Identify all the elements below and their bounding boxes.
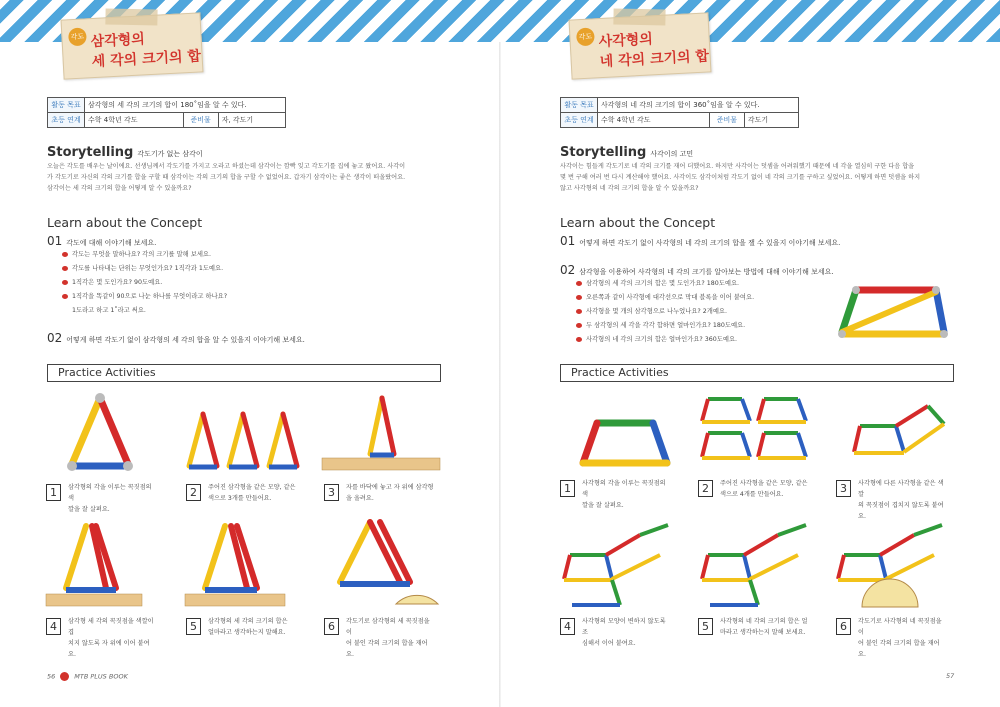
lesson-title-tag xyxy=(61,12,204,79)
practice-heading: Practice Activities xyxy=(47,364,441,382)
link-label: 초등 연계 xyxy=(561,113,598,128)
question-text: 각도에 대해 이야기해 보세요. xyxy=(66,239,157,247)
triangles-joined-on-ruler-illustration xyxy=(46,518,142,608)
storytelling-subtitle: 사각이의 고민 xyxy=(650,150,694,158)
step-number: 1 xyxy=(46,484,61,501)
question-1-bullets xyxy=(62,248,227,318)
quadrilateral-model-illustration xyxy=(575,415,675,471)
bullet-item xyxy=(576,319,754,333)
story-line: 사각이는 힘들게 각도기로 네 각의 크기를 재어 더했어요. 하지만 사각이는 덧셈을 어려워했기 때문에 네 각을 열심히 구한 다음 합을 xyxy=(560,163,915,170)
learn-heading: Learn about the Concept xyxy=(47,215,203,230)
question-2-bullets xyxy=(576,277,754,347)
storytelling-title: Storytelling xyxy=(47,145,134,160)
step-number: 4 xyxy=(560,618,575,635)
tape-decoration xyxy=(613,9,665,26)
question-2 xyxy=(560,263,834,277)
bullet-icon xyxy=(62,280,68,285)
step-description xyxy=(720,478,808,500)
step-text-line: 어 붙인 각의 크기의 합을 재어요. xyxy=(346,640,428,658)
link-label: 초등 연계 xyxy=(48,113,85,128)
four-quadrilaterals-illustration xyxy=(700,395,810,465)
bullet-text: 두 삼각형의 세 각을 각각 합하면 얼마인가요? 180도예요. xyxy=(586,322,746,329)
step-text-line: 의 꼭짓점이 겹치지 않도록 붙여요. xyxy=(858,502,944,520)
step-number: 6 xyxy=(324,618,339,635)
step-description xyxy=(858,616,946,660)
practice-heading: Practice Activities xyxy=(560,364,954,382)
step-number: 5 xyxy=(698,618,713,635)
step-number: 6 xyxy=(836,618,851,635)
bullet-item xyxy=(576,305,754,319)
step-text-line: 사각형의 각을 이루는 꼭짓점의 색 xyxy=(582,480,666,498)
bullet-text: 삼각형의 세 각의 크기의 합은 몇 도인가요? 180도예요. xyxy=(586,280,740,287)
bullet-text: 오른쪽과 같이 사각형에 대각선으로 막대 블록을 이어 붙여요. xyxy=(586,294,755,301)
bullet-item xyxy=(62,248,227,262)
tessellated-quadrilaterals-illustration xyxy=(698,515,812,610)
goal-label: 활동 목표 xyxy=(561,98,598,113)
step-description xyxy=(68,616,156,660)
bullet-text: 각도는 무엇을 말하나요? 각의 크기를 말해 보세요. xyxy=(72,251,212,258)
step-text-line: 어 붙인 각의 크기의 합을 재어요. xyxy=(858,640,940,658)
materials-value: 각도기 xyxy=(744,113,798,128)
triangle-on-ruler-illustration xyxy=(322,392,440,474)
materials-label: 준비물 xyxy=(183,113,218,128)
triangles-with-protractor-illustration xyxy=(330,512,442,608)
tessellated-quadrilaterals-illustration xyxy=(560,515,674,610)
tape-decoration xyxy=(105,9,157,26)
bullet-icon xyxy=(576,295,582,300)
lesson-title-line2: 세 각의 크기의 합 xyxy=(91,48,202,71)
bullet-item xyxy=(576,333,754,347)
goal-value: 사각형의 네 각의 크기의 합이 360˚임을 알 수 있다. xyxy=(598,98,799,113)
step-text-line: 각도기로 사각형의 네 꼭짓점을 이 xyxy=(858,618,942,636)
storytelling-heading xyxy=(560,145,693,160)
step-text-line: 을 올려요. xyxy=(346,495,374,502)
question-1 xyxy=(560,234,840,248)
step-text-line: 색으로 3개를 만들어요. xyxy=(208,495,272,502)
learn-heading: Learn about the Concept xyxy=(560,215,716,230)
step-text-line: 깔을 잘 살펴요. xyxy=(68,506,110,513)
storytelling-heading xyxy=(47,145,203,160)
materials-label: 준비물 xyxy=(709,113,744,128)
storytelling-body xyxy=(560,161,955,194)
question-number: 01 xyxy=(560,234,576,248)
question-1 xyxy=(47,234,156,248)
step-text-line: 마라고 생각하는지 말해 보세요. xyxy=(720,629,806,636)
category-badge: 각도 xyxy=(68,27,87,46)
bullet-text: 각도를 나타내는 단위는 무엇인가요? 1직각과 1도예요. xyxy=(72,265,224,272)
bullet-text: 사각형의 네 각의 크기의 합은 얼마인가요? 360도예요. xyxy=(586,336,738,343)
brand-logo-icon xyxy=(60,672,69,681)
step-number: 2 xyxy=(698,480,713,497)
storytelling-body xyxy=(47,161,442,194)
bullet-answer xyxy=(62,304,227,318)
step-text-line: 사각형에 다른 사각형을 같은 색깔 xyxy=(858,480,944,498)
step-number: 3 xyxy=(836,480,851,497)
lesson-title-line1: 삼각형의 xyxy=(90,31,146,51)
step-description xyxy=(346,616,434,660)
step-text-line: 삼각형 세 각의 꼭짓점을 색깔이 겹 xyxy=(68,618,154,636)
bullet-item xyxy=(576,277,754,291)
page-number: 56 xyxy=(47,672,56,681)
book-title: MTB PLUS BOOK xyxy=(74,672,128,681)
story-line: 않고 사각형의 네 각의 크기의 합을 알 수 있을까요? xyxy=(560,185,699,192)
storytelling-subtitle: 각도기가 없는 삼각이 xyxy=(137,150,203,158)
step-text-line: 주어진 삼각형을 같은 모양, 같은 xyxy=(208,484,296,491)
bullet-icon xyxy=(576,337,582,342)
bullet-icon xyxy=(62,294,68,299)
step-text-line: 치지 않도록 자 위에 이어 붙여요. xyxy=(68,640,150,658)
step-description xyxy=(582,478,670,511)
bullet-icon xyxy=(576,309,582,314)
step-number: 1 xyxy=(560,480,575,497)
step-number: 3 xyxy=(324,484,339,501)
step-text-line: 삼각형의 각을 이루는 꼭짓점의 색 xyxy=(68,484,152,502)
lesson-title-tag xyxy=(569,12,712,79)
bullet-item xyxy=(62,262,227,276)
step-text-line: 색으로 4개를 만들어요. xyxy=(720,491,784,498)
step-description xyxy=(858,478,946,522)
page-footer xyxy=(47,672,128,681)
lesson-title-line1: 사각형의 xyxy=(598,31,654,51)
step-description xyxy=(68,482,156,515)
quadrilaterals-with-protractor-illustration xyxy=(834,515,948,610)
goal-table xyxy=(560,97,799,128)
step-description xyxy=(208,616,296,638)
step-number: 2 xyxy=(186,484,201,501)
step-text-line: 주어진 사각형을 같은 모양, 같은 xyxy=(720,480,808,487)
goal-label: 활동 목표 xyxy=(48,98,85,113)
step-text-line: 얼마라고 생각하는지 말해요. xyxy=(208,629,286,636)
bullet-item xyxy=(62,290,227,304)
step-description xyxy=(346,482,434,504)
bullet-text: 1직각을 똑같이 90으로 나눈 하나를 무엇이라고 하나요? xyxy=(72,293,228,300)
question-number: 02 xyxy=(560,263,576,277)
bullet-text: 사각형을 몇 개의 삼각형으로 나누었나요? 2개예요. xyxy=(586,308,728,315)
step-text-line: 각도기로 삼각형의 세 꼭짓점을 이 xyxy=(346,618,430,636)
bullet-icon xyxy=(62,266,68,271)
page-number: 57 xyxy=(946,672,955,680)
quadrilateral-diagonal-illustration xyxy=(836,282,948,342)
question-text: 어떻게 하면 각도기 없이 삼각형의 세 각의 합을 알 수 있을지 이야기해 보세요. xyxy=(66,336,305,344)
bullet-item xyxy=(62,276,227,290)
bullet-text: 1직각은 몇 도인가요? 90도예요. xyxy=(72,279,163,286)
question-2 xyxy=(47,331,305,345)
step-description xyxy=(582,616,670,649)
step-text-line: 자를 바닥에 놓고 자 위에 삼각형 xyxy=(346,484,434,491)
step-text-line: 사각형의 네 각의 크기의 합은 얼 xyxy=(720,618,808,625)
bullet-icon xyxy=(576,281,582,286)
materials-value: 자, 각도기 xyxy=(218,113,285,128)
right-page xyxy=(500,0,1000,707)
goal-table xyxy=(47,97,286,128)
question-number: 01 xyxy=(47,234,63,248)
link-value: 수학 4학년 각도 xyxy=(598,113,710,128)
page-footer xyxy=(946,672,954,680)
bullet-icon xyxy=(576,323,582,328)
lesson-title-line2: 네 각의 크기의 합 xyxy=(599,48,710,71)
story-line: 삼각이는 세 각의 크기의 합을 어떻게 알 수 있을까요? xyxy=(47,185,192,192)
step-number: 4 xyxy=(46,618,61,635)
step-text-line: 삼각형의 세 각의 크기의 합은 xyxy=(208,618,288,625)
story-line: 가 각도기로 자신의 각의 크기를 합을 구할 때 삼각이는 각의 크기의 합을 구할 수 없었어요. 갑자기 삼각이는 좋은 생각이 떠올랐어요. xyxy=(47,174,406,181)
link-value: 수학 4학년 각도 xyxy=(85,113,184,128)
story-line: 오늘은 각도를 배우는 날이에요. 선생님께서 각도기를 가지고 오라고 하셨는데 삼각이는 깜빡 잊고 각도기를 집에 놓고 왔어요. 사각이 xyxy=(47,163,406,170)
step-text-line: 사각형의 모양이 변하지 않도록 조 xyxy=(582,618,666,636)
three-triangles-illustration xyxy=(185,408,305,473)
step-description xyxy=(208,482,296,504)
storytelling-title: Storytelling xyxy=(560,145,647,160)
bullet-item xyxy=(576,291,754,305)
joined-quadrilaterals-illustration xyxy=(838,400,948,462)
triangle-angles-on-ruler-illustration xyxy=(185,518,285,608)
bullet-icon xyxy=(62,252,68,257)
question-text: 삼각형을 이용하여 사각형의 네 각의 크기를 알아보는 방법에 대해 이야기해 보세요. xyxy=(579,268,834,276)
bullet-text: 1도라고 하고 1˚라고 써요. xyxy=(72,307,146,314)
question-text: 어떻게 하면 각도기 없이 사각형의 네 각의 크기의 합을 잴 수 있을지 이야기해 보세요. xyxy=(579,239,841,247)
goal-value: 삼각형의 세 각의 크기의 합이 180˚임을 알 수 있다. xyxy=(85,98,286,113)
step-text-line: 깔을 잘 살펴요. xyxy=(582,502,624,509)
category-badge: 각도 xyxy=(576,27,595,46)
story-line: 몇 번 구해 여러 번 다시 계산해야 했어요. 사각이도 삼각이처럼 각도기 없이 네 각의 크기를 구하고 싶었어요. 어떻게 하면 덧셈을 하지 xyxy=(560,174,921,181)
triangle-model-illustration xyxy=(60,390,140,475)
step-description xyxy=(720,616,808,638)
question-number: 02 xyxy=(47,331,63,345)
step-text-line: 심해서 이어 붙여요. xyxy=(582,640,636,647)
step-number: 5 xyxy=(186,618,201,635)
